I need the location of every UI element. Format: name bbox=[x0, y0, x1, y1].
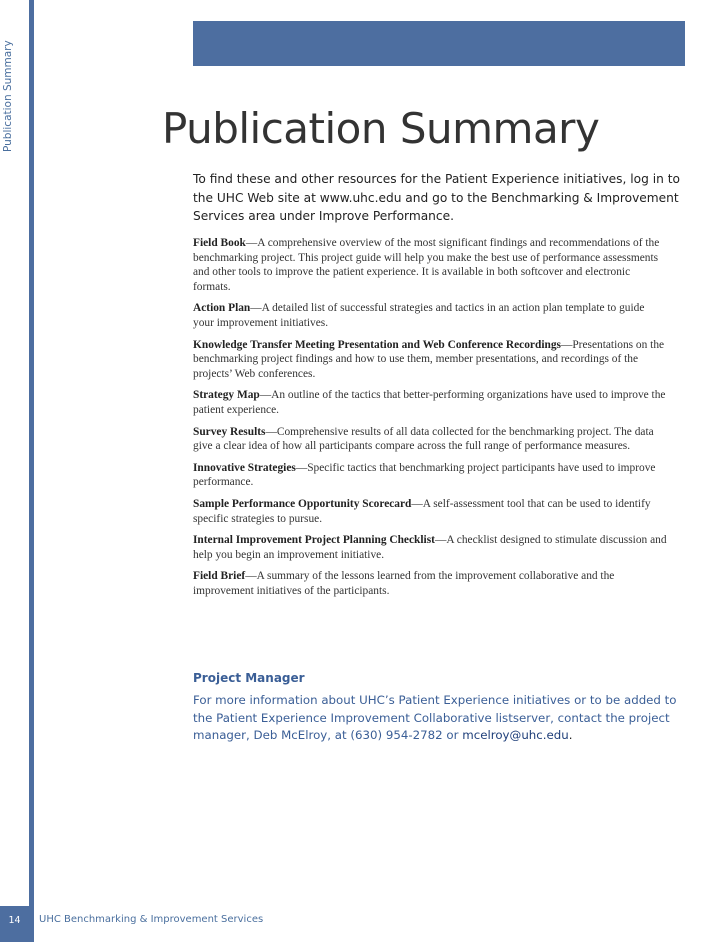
resource-term: Knowledge Transfer Meeting Presentation and Web Conference Recordings bbox=[193, 338, 561, 351]
resource-item-strategy-map bbox=[193, 388, 668, 417]
resource-desc: —Specific tactics that benchmarking project participants have used to improve performance. bbox=[193, 461, 656, 489]
resource-desc: —A summary of the lessons learned from the improvement collaborative and the improvement initiatives of the participants. bbox=[193, 570, 615, 597]
resource-term: Internal Improvement Project Planning Checklist bbox=[193, 534, 435, 547]
project-manager-contact bbox=[193, 692, 693, 745]
resource-item-action-plan bbox=[193, 301, 668, 330]
resource-item-scorecard bbox=[193, 497, 668, 526]
vertical-rule bbox=[29, 0, 34, 942]
resource-desc: —A comprehensive overview of the most significant findings and recommendations of the benchmarking project. This project guide will help you make the best use of performance assessments and other tools to improve the patient experience. It is available in both softcover and electronic formats. bbox=[193, 237, 660, 293]
resource-term: Sample Performance Opportunity Scorecard bbox=[193, 497, 412, 510]
project-manager-text: For more information about UHC’s Patient Experience initiatives or to be added to the Patient Experience Improvement Collaborative listserver, contact the project manager, Deb McElroy, at (630) 954-2782 or bbox=[193, 693, 677, 743]
resource-desc: —Presentations on the benchmarking project findings and how to use them, member presentations, and recordings of the projects’ Web conferences. bbox=[193, 338, 665, 380]
page-number: 14 bbox=[0, 906, 29, 942]
resource-term: Survey Results bbox=[193, 425, 266, 438]
header-bar bbox=[193, 21, 685, 66]
resource-item-survey-results bbox=[193, 425, 668, 454]
resource-desc: —A self-assessment tool that can be used to identify specific strategies to pursue. bbox=[193, 497, 651, 525]
resource-term: Action Plan bbox=[193, 302, 251, 315]
resource-term: Field Brief bbox=[193, 570, 246, 583]
resource-desc: —An outline of the tactics that better-performing organizations have used to improve the patient experience. bbox=[193, 389, 666, 416]
resource-item-innovative-strategies bbox=[193, 461, 668, 490]
resource-term: Innovative Strategies bbox=[193, 461, 296, 474]
resource-list bbox=[193, 236, 668, 605]
resource-term: Field Book bbox=[193, 237, 246, 249]
resource-desc: —A checklist designed to stimulate discussion and help you begin an improvement initiative. bbox=[193, 534, 667, 561]
resource-item-field-book bbox=[193, 236, 668, 294]
resource-desc: —A detailed list of successful strategies and tactics in an action plan template to guide your improvement initiatives. bbox=[193, 302, 645, 329]
side-section-label: Publication Summary bbox=[2, 40, 14, 152]
resource-item-field-brief bbox=[193, 569, 668, 598]
footer-text: UHC Benchmarking & Improvement Services bbox=[39, 914, 264, 925]
page-title: Publication Summary bbox=[162, 104, 600, 153]
project-manager-end: . bbox=[568, 728, 573, 743]
email-link[interactable]: mcelroy@uhc.edu bbox=[462, 728, 569, 743]
resource-desc: —Comprehensive results of all data collected for the benchmarking project. The data give a clear idea of how all participants compare across the full range of performance measures. bbox=[193, 425, 654, 453]
project-manager-heading: Project Manager bbox=[193, 671, 305, 685]
intro-paragraph: To find these and other resources for the Patient Experience initiatives, log in to the UHC Web site at www.uhc.edu and go to the Benchmarking & Improvement Services area under Improve Performance. bbox=[193, 172, 680, 223]
side-tab bbox=[0, 0, 28, 942]
resource-term: Strategy Map bbox=[193, 389, 260, 402]
resource-item-knowledge-transfer bbox=[193, 338, 668, 382]
resource-item-checklist bbox=[193, 533, 668, 562]
